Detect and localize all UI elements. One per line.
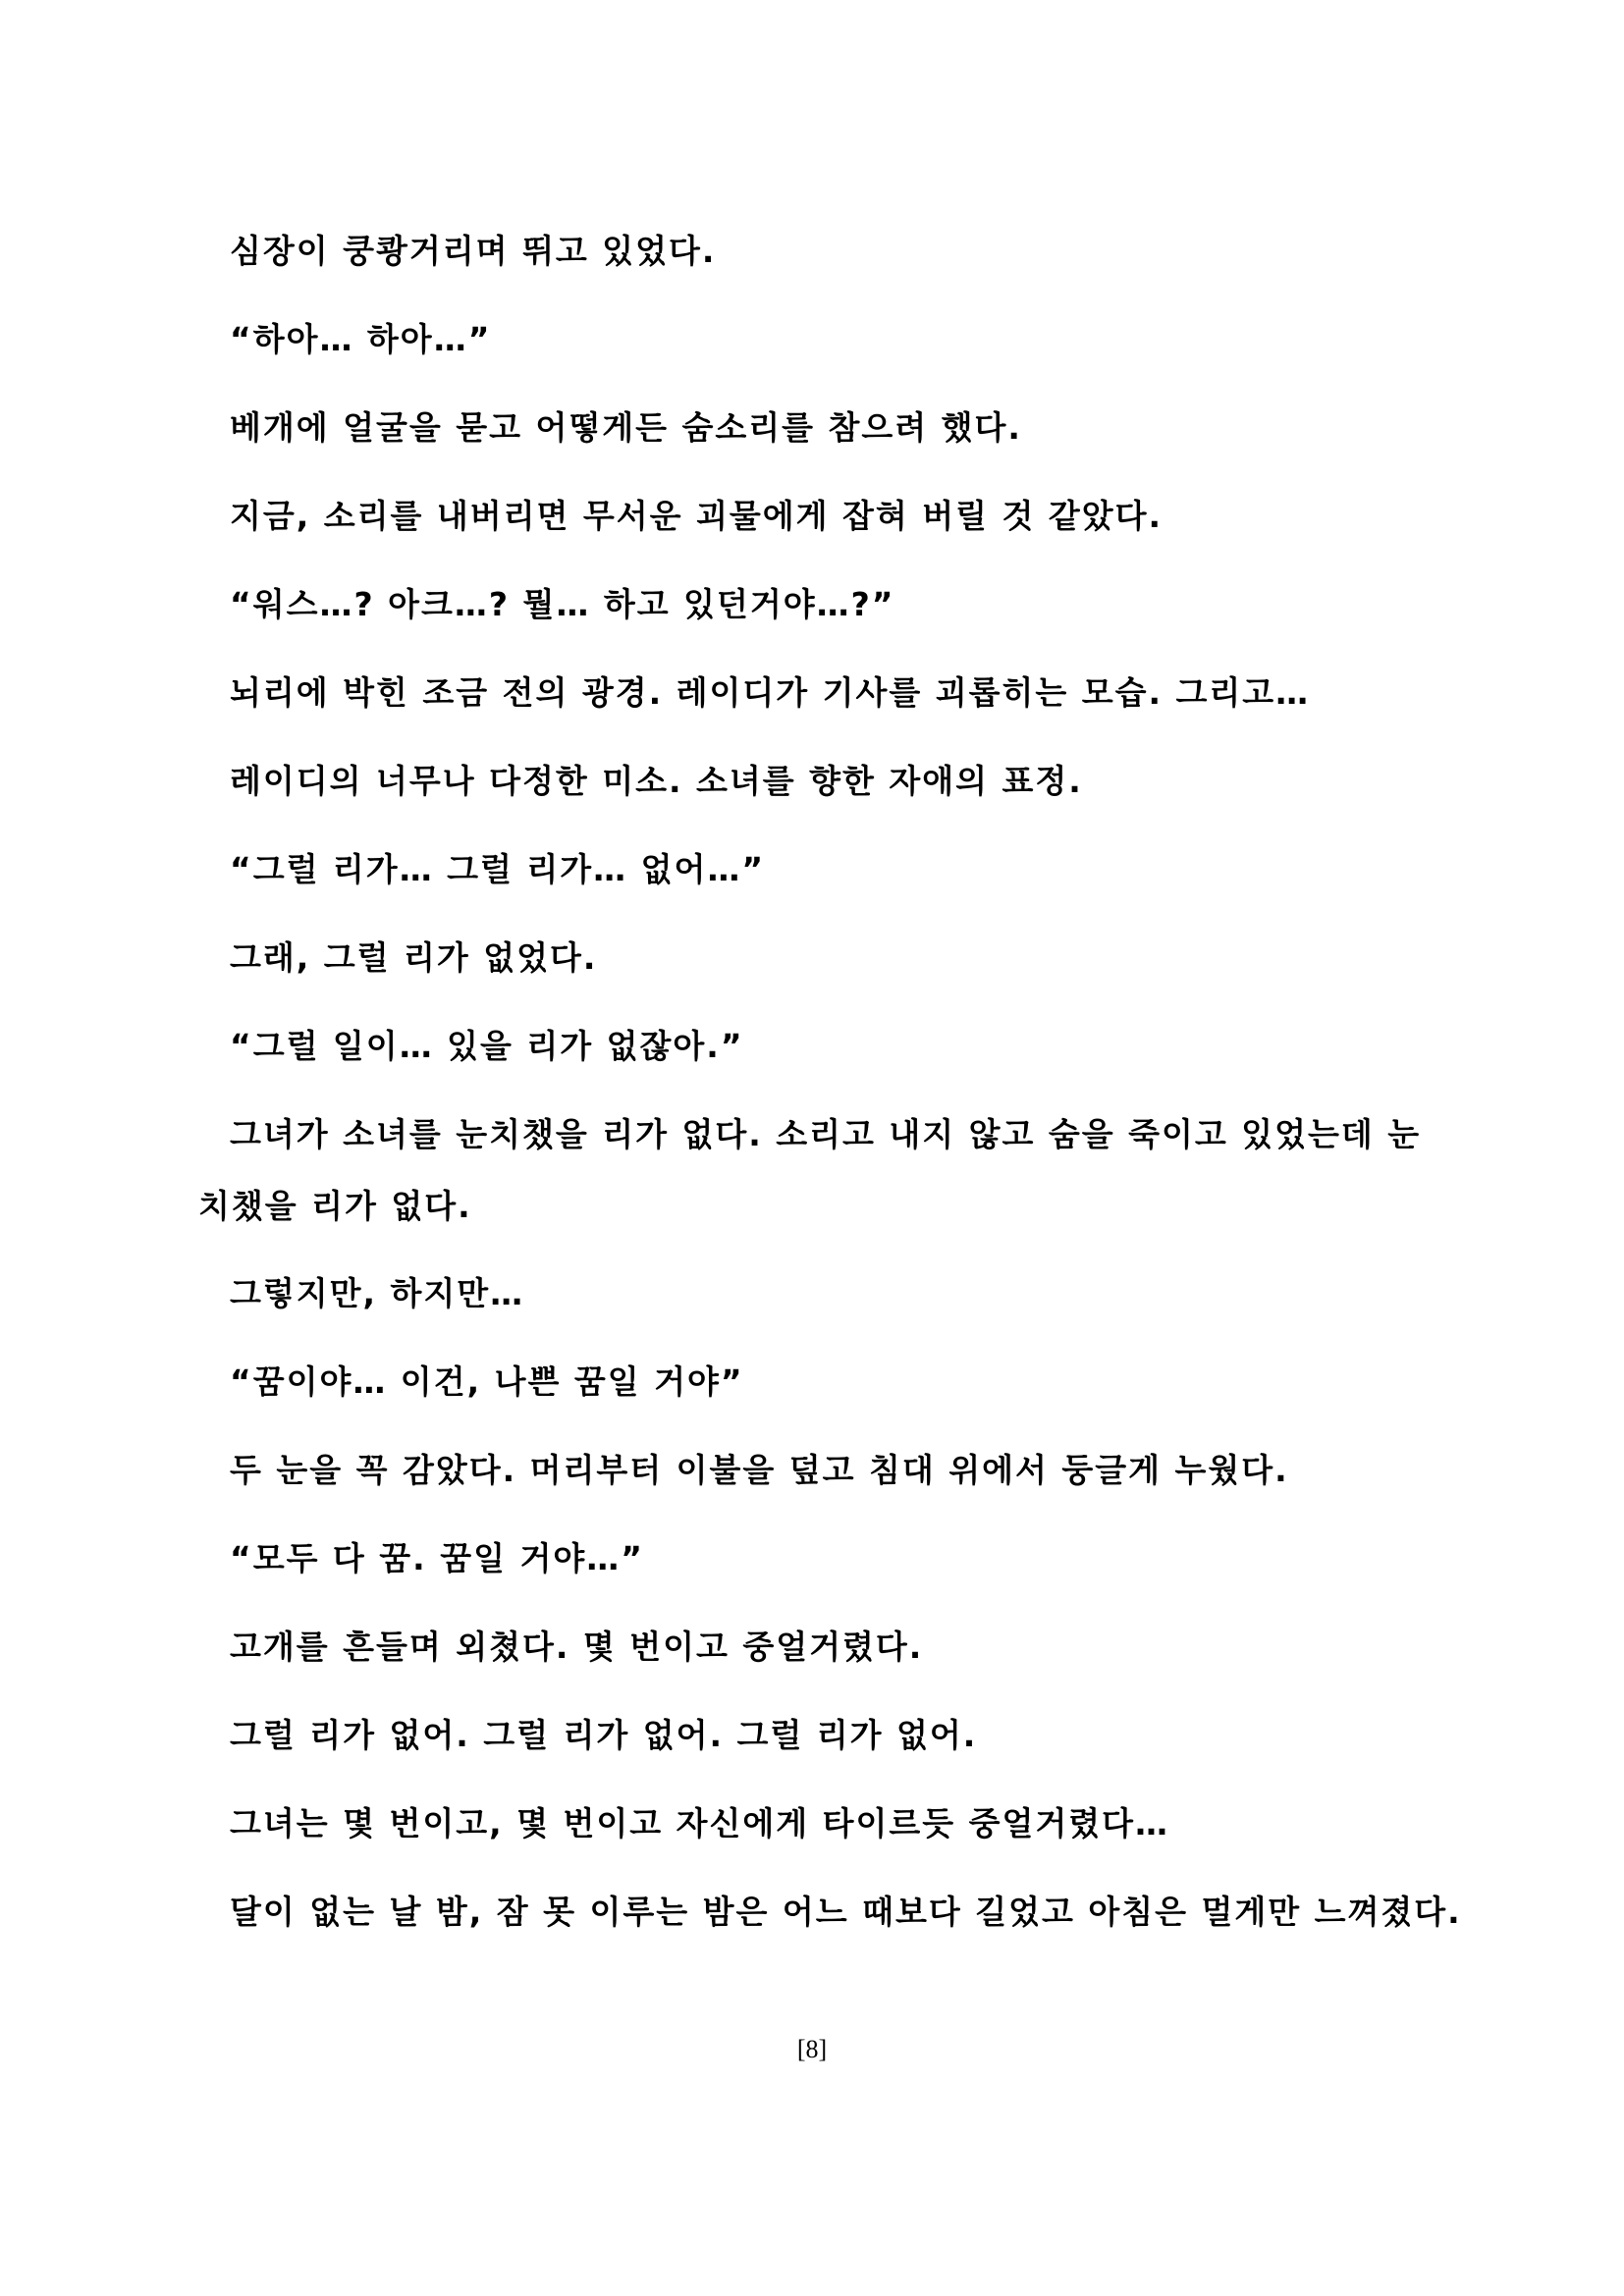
paragraph: 그녀는 몇 번이고, 몇 번이고 자신에게 타이르듯 중얼거렸다…	[230, 1804, 1170, 1842]
paragraph: 그녀가 소녀를 눈치챘을 리가 없다. 소리고 내지 않고 숨을 죽이고 있었는데 눈치챘을 리가 없다.	[198, 1115, 1422, 1225]
paragraph: “하아… 하아…”	[230, 320, 492, 358]
paragraph: 그렇지만, 하지만…	[230, 1274, 525, 1312]
paragraph: “워스…? 아크…? 뭘… 하고 있던거야…?”	[230, 585, 895, 623]
paragraph: 뇌리에 박힌 조금 전의 광경. 레이디가 기사를 괴롭히는 모습. 그리고…	[230, 673, 1311, 712]
document-body	[198, 232, 1462, 1982]
paragraph: “모두 다 꿈. 꿈일 거야…”	[230, 1539, 644, 1577]
paragraph: 그래, 그럴 리가 없었다.	[230, 938, 598, 977]
paragraph: 레이디의 너무나 다정한 미소. 소녀를 향한 자애의 표정.	[230, 762, 1083, 800]
paragraph: 지금, 소리를 내버리면 무서운 괴물에게 잡혀 버릴 것 같았다.	[230, 497, 1164, 535]
paragraph: “그럴 리가… 그럴 리가… 없어…”	[230, 850, 766, 888]
paragraph: “그럴 일이… 있을 리가 없잖아.”	[230, 1027, 744, 1065]
paragraph: 베개에 얼굴을 묻고 어떻게든 숨소리를 참으려 했다.	[230, 408, 1022, 447]
paragraph: 두 눈을 꼭 감았다. 머리부터 이불을 덮고 침대 위에서 둥글게 누웠다.	[230, 1451, 1289, 1489]
paragraph: 그럴 리가 없어. 그럴 리가 없어. 그럴 리가 없어.	[230, 1716, 978, 1754]
page-number: [8]	[796, 2035, 828, 2063]
paragraph: “꿈이야… 이건, 나쁜 꿈일 거야”	[230, 1362, 744, 1401]
paragraph: 달이 없는 날 밤, 잠 못 이루는 밤은 어느 때보다 길었고 아침은 멀게만 느껴졌다.	[230, 1893, 1462, 1931]
paragraph: 심장이 쿵쾅거리며 뛰고 있었다.	[230, 232, 717, 270]
paragraph: 고개를 흔들며 외쳤다. 몇 번이고 중얼거렸다.	[230, 1628, 924, 1666]
